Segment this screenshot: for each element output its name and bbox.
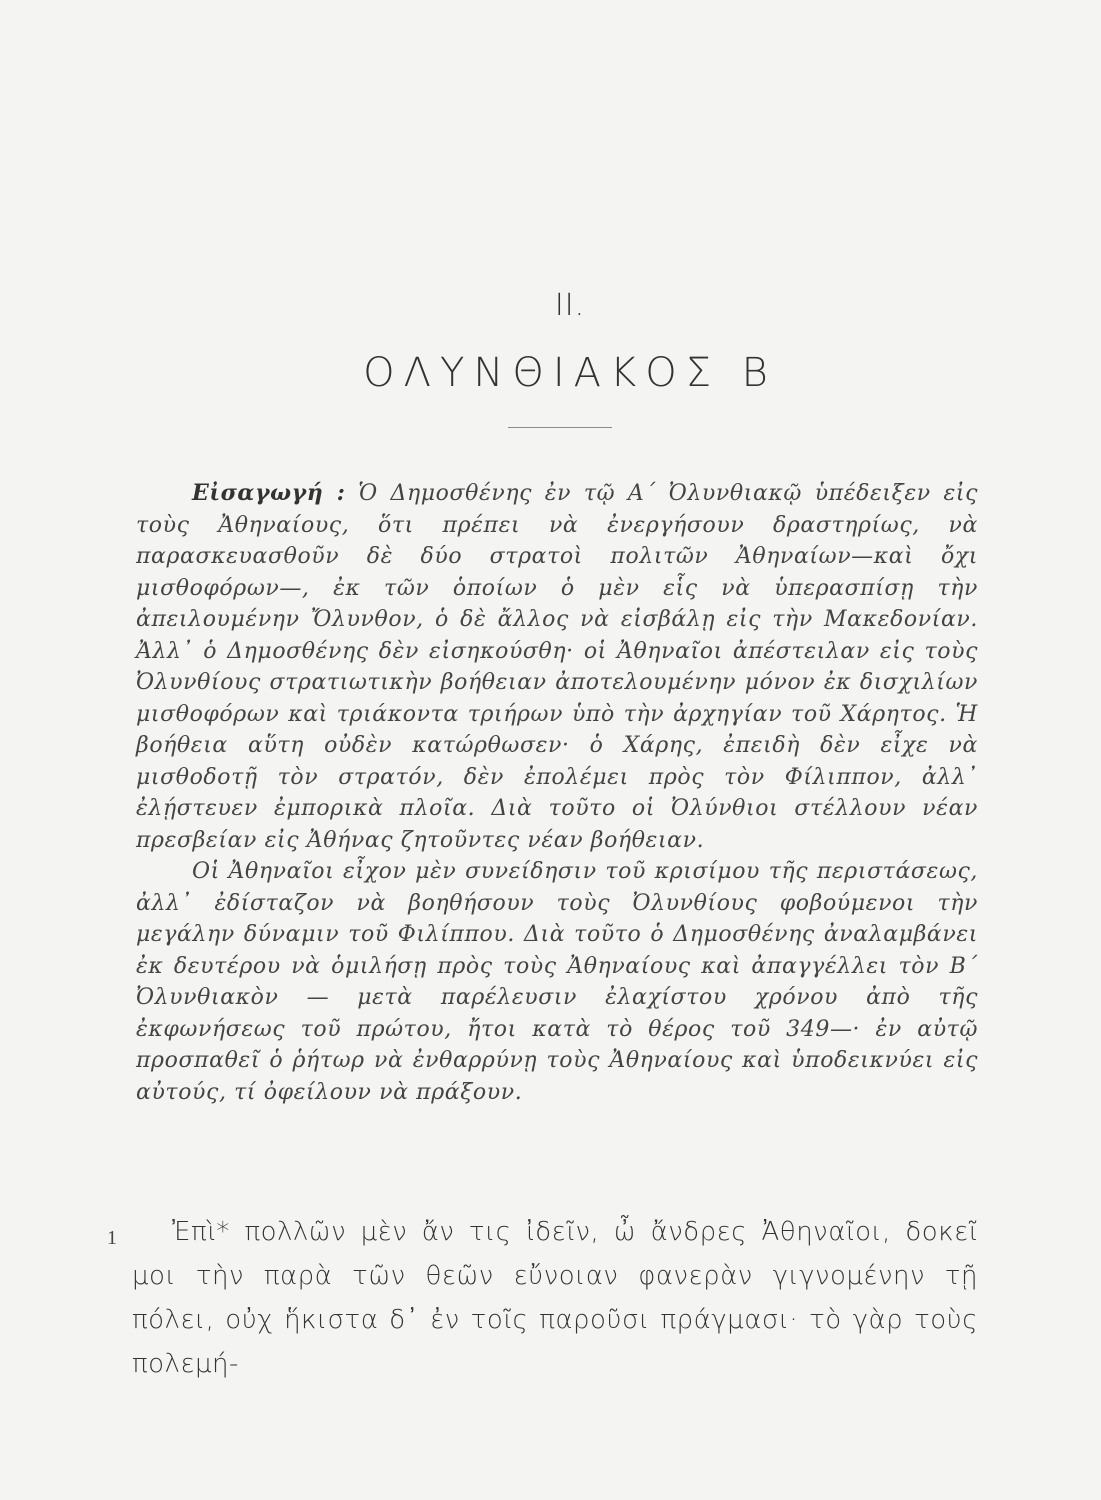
introduction [136, 478, 978, 1108]
title-divider [508, 427, 612, 428]
section-number: 1 [107, 1227, 117, 1249]
introduction-paragraph-1 [136, 478, 978, 856]
introduction-text-1: Ὁ Δημοσθένης ἐν τῷ Α΄ Ὀλυνθιακῷ ὑπέδειξεν εἰς τοὺς Ἀθηναίους, ὅτι πρέπει νὰ ἐνεργήσουν δραστηρίως, νὰ παρασκευασθοῦν δὲ δύο στρατοὶ πολιτῶν Ἀθηναίων—καὶ ὄχι μισθοφόρων—, ἐκ τῶν ὁποίων ὁ μὲν εἷς νὰ ὑπερασπίσῃ τὴν ἀπειλουμένην Ὄλυνθον, ὁ δὲ ἄλλος νὰ εἰσβάλῃ εἰς τὴν Μακεδονίαν. Ἀλλ᾽ ὁ Δημοσθένης δὲν εἰσηκούσθη· οἱ Ἀθηναῖοι ἀπέστειλαν εἰς τοὺς Ὀλυνθίους στρατιωτικὴν βοήθειαν ἀποτελουμένην μόνον ἐκ δισχιλίων μισθοφόρων καὶ τριάκοντα τριήρων ὑπὸ τὴν ἀρχηγίαν τοῦ Χάρητος. Ἡ βοήθεια αὕτη οὐδὲν κατώρθωσεν· ὁ Χάρης, ἐπειδὴ δὲν εἶχε νὰ μισθοδοτῇ τὸν στρατόν, δὲν ἐπολέμει πρὸς τὸν Φίλιππον, ἀλλ᾽ ἐλῄστευεν ἐμπορικὰ πλοῖα. Διὰ τοῦτο οἱ Ὀλύνθιοι στέλλουν νέαν πρεσβείαν εἰς Ἀθήνας ζητοῦντες νέαν βοήθειαν. [136, 481, 979, 853]
main-text [132, 1210, 978, 1386]
introduction-label: Εἰσαγωγή : [192, 480, 346, 506]
chapter-title: ΟΛΥΝΘΙΑΚΟΣ Β [363, 350, 777, 396]
main-text-paragraph: Ἐπὶ* πολλῶν μὲν ἄν τις ἰδεῖν, ὦ ἄνδρες Ἀθηναῖοι, δοκεῖ μοι τὴν παρὰ τῶν θεῶν εὔνοιαν φανερὰν γιγνομένην τῇ πόλει, οὐχ ἥκιστα δ᾽ ἐν τοῖς παροῦσι πράγμασι· τὸ γὰρ τοὺς πολεμή- [132, 1217, 978, 1379]
introduction-paragraph-2: Οἱ Ἀθηναῖοι εἶχον μὲν συνείδησιν τοῦ κρισίμου τῆς περιστάσεως, ἀλλ᾽ ἐδίσταζον νὰ βοηθήσουν τοὺς Ὀλυνθίους φοβούμενοι τὴν μεγάλην δύναμιν τοῦ Φιλίππου. Διὰ τοῦτο ὁ Δημοσθένης ἀναλαμβάνει ἐκ δευτέρου νὰ ὁμιλήσῃ πρὸς τοὺς Ἀθηναίους καὶ ἀπαγγέλλει τὸν Β΄ Ὀλυνθιακὸν — μετὰ παρέλευσιν ἐλαχίστου χρόνου ἀπὸ τῆς ἐκφωνήσεως τοῦ πρώτου, ἤτοι κατὰ τὸ θέρος τοῦ 349—· ἐν αὐτῷ προσπαθεῖ ὁ ῥήτωρ νὰ ἐνθαρρύνῃ τοὺς Ἀθηναίους καὶ ὑποδεικνύει εἰς αὐτούς, τί ὀφείλουν νὰ πράξουν. [136, 859, 978, 1105]
chapter-number: II. [554, 288, 586, 323]
